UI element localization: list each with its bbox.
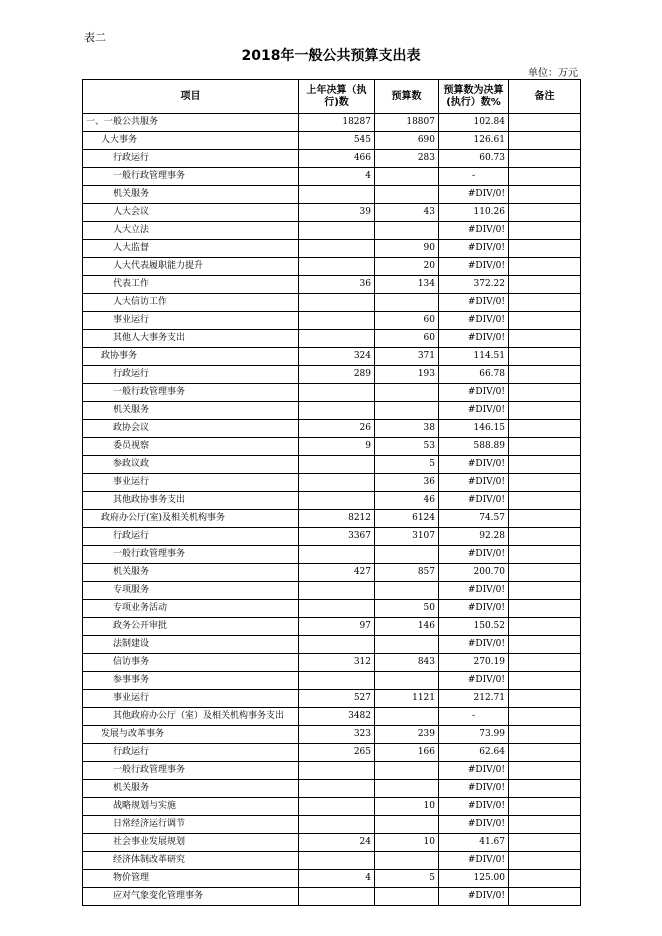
row-prev-actual: 466 xyxy=(299,150,375,168)
row-prev-actual: 4 xyxy=(299,870,375,888)
row-budget: 90 xyxy=(375,240,439,258)
row-prev-actual xyxy=(299,384,375,402)
row-item-name: 行政运行 xyxy=(83,744,299,762)
row-item-name: 行政运行 xyxy=(83,366,299,384)
table-row xyxy=(83,186,581,204)
row-item-name: 一般行政管理事务 xyxy=(83,546,299,564)
row-ratio: 125.00 xyxy=(439,870,509,888)
row-note xyxy=(509,582,581,600)
row-prev-actual xyxy=(299,852,375,870)
table-row xyxy=(83,798,581,816)
row-budget xyxy=(375,168,439,186)
table-row xyxy=(83,132,581,150)
row-ratio: 588.89 xyxy=(439,438,509,456)
row-item-name: 事业运行 xyxy=(83,690,299,708)
row-item-name: 机关服务 xyxy=(83,780,299,798)
table-row xyxy=(83,528,581,546)
row-note xyxy=(509,546,581,564)
row-item-name: 参政议政 xyxy=(83,456,299,474)
table-row xyxy=(83,168,581,186)
column-header-budget: 预算数 xyxy=(375,80,439,114)
row-budget xyxy=(375,888,439,906)
row-item-name: 应对气象变化管理事务 xyxy=(83,888,299,906)
row-budget xyxy=(375,636,439,654)
row-ratio: #DIV/0! xyxy=(439,492,509,510)
row-ratio: 110.26 xyxy=(439,204,509,222)
table-row xyxy=(83,492,581,510)
row-budget: 371 xyxy=(375,348,439,366)
table-row xyxy=(83,600,581,618)
row-ratio: #DIV/0! xyxy=(439,258,509,276)
row-note xyxy=(509,834,581,852)
row-prev-actual xyxy=(299,600,375,618)
row-prev-actual xyxy=(299,798,375,816)
row-note xyxy=(509,474,581,492)
row-note xyxy=(509,438,581,456)
row-ratio: #DIV/0! xyxy=(439,456,509,474)
row-note xyxy=(509,312,581,330)
row-note xyxy=(509,654,581,672)
table-row xyxy=(83,654,581,672)
row-item-name: 人大监督 xyxy=(83,240,299,258)
row-ratio: 150.52 xyxy=(439,618,509,636)
row-item-name: 政务公开审批 xyxy=(83,618,299,636)
row-note xyxy=(509,636,581,654)
row-item-name: 经济体制改革研究 xyxy=(83,852,299,870)
row-ratio: 212.71 xyxy=(439,690,509,708)
row-ratio: - xyxy=(439,708,509,726)
table-row xyxy=(83,708,581,726)
row-note xyxy=(509,204,581,222)
row-item-name: 参事事务 xyxy=(83,672,299,690)
table-row xyxy=(83,582,581,600)
table-row xyxy=(83,744,581,762)
row-ratio: 102.84 xyxy=(439,114,509,132)
row-note xyxy=(509,366,581,384)
row-item-name: 机关服务 xyxy=(83,186,299,204)
row-ratio: 62.64 xyxy=(439,744,509,762)
row-ratio: 114.51 xyxy=(439,348,509,366)
row-item-name: 委员视察 xyxy=(83,438,299,456)
row-budget: 38 xyxy=(375,420,439,438)
table-row xyxy=(83,618,581,636)
row-ratio: 372.22 xyxy=(439,276,509,294)
row-item-name: 日常经济运行调节 xyxy=(83,816,299,834)
row-item-name: 社会事业发展规划 xyxy=(83,834,299,852)
row-note xyxy=(509,168,581,186)
table-row xyxy=(83,366,581,384)
row-budget xyxy=(375,222,439,240)
row-ratio: 73.99 xyxy=(439,726,509,744)
row-item-name: 人大事务 xyxy=(83,132,299,150)
row-item-name: 机关服务 xyxy=(83,402,299,420)
table-row xyxy=(83,438,581,456)
row-budget: 10 xyxy=(375,834,439,852)
row-prev-actual xyxy=(299,258,375,276)
table-row xyxy=(83,402,581,420)
table-row xyxy=(83,780,581,798)
row-budget: 50 xyxy=(375,600,439,618)
column-header-note: 备注 xyxy=(509,80,581,114)
row-ratio: #DIV/0! xyxy=(439,798,509,816)
row-ratio: #DIV/0! xyxy=(439,780,509,798)
table-row xyxy=(83,546,581,564)
row-budget xyxy=(375,672,439,690)
row-prev-actual: 545 xyxy=(299,132,375,150)
row-prev-actual: 323 xyxy=(299,726,375,744)
table-row xyxy=(83,222,581,240)
row-ratio: #DIV/0! xyxy=(439,402,509,420)
row-budget: 3107 xyxy=(375,528,439,546)
row-item-name: 行政运行 xyxy=(83,150,299,168)
row-note xyxy=(509,762,581,780)
row-ratio: 60.73 xyxy=(439,150,509,168)
row-item-name: 机关服务 xyxy=(83,564,299,582)
row-prev-actual xyxy=(299,222,375,240)
table-row xyxy=(83,420,581,438)
table-row xyxy=(83,510,581,528)
row-budget xyxy=(375,294,439,312)
row-ratio: 146.15 xyxy=(439,420,509,438)
table-row xyxy=(83,348,581,366)
row-note xyxy=(509,384,581,402)
row-budget xyxy=(375,708,439,726)
table-row xyxy=(83,870,581,888)
row-note xyxy=(509,114,581,132)
row-note xyxy=(509,888,581,906)
row-budget: 20 xyxy=(375,258,439,276)
row-budget: 843 xyxy=(375,654,439,672)
row-prev-actual: 312 xyxy=(299,654,375,672)
row-note xyxy=(509,618,581,636)
row-ratio: #DIV/0! xyxy=(439,816,509,834)
row-ratio: #DIV/0! xyxy=(439,582,509,600)
row-item-name: 人大会议 xyxy=(83,204,299,222)
row-ratio: #DIV/0! xyxy=(439,636,509,654)
row-prev-actual: 39 xyxy=(299,204,375,222)
row-budget: 134 xyxy=(375,276,439,294)
row-ratio: #DIV/0! xyxy=(439,546,509,564)
table-row xyxy=(83,762,581,780)
row-budget xyxy=(375,816,439,834)
row-note xyxy=(509,132,581,150)
table-row xyxy=(83,834,581,852)
row-budget: 146 xyxy=(375,618,439,636)
row-prev-actual: 26 xyxy=(299,420,375,438)
column-header-prev-actual: 上年决算（执行)数 xyxy=(299,80,375,114)
row-budget: 18807 xyxy=(375,114,439,132)
row-prev-actual xyxy=(299,294,375,312)
row-item-name: 政府办公厅(室)及相关机构事务 xyxy=(83,510,299,528)
row-ratio: 41.67 xyxy=(439,834,509,852)
unit-label: 单位：万元 xyxy=(528,68,578,79)
row-item-name: 政协会议 xyxy=(83,420,299,438)
table-row xyxy=(83,852,581,870)
row-note xyxy=(509,870,581,888)
table-row xyxy=(83,312,581,330)
row-prev-actual xyxy=(299,780,375,798)
table-row xyxy=(83,276,581,294)
row-budget xyxy=(375,582,439,600)
row-ratio: #DIV/0! xyxy=(439,294,509,312)
row-prev-actual xyxy=(299,240,375,258)
row-prev-actual: 289 xyxy=(299,366,375,384)
row-budget: 36 xyxy=(375,474,439,492)
row-note xyxy=(509,276,581,294)
row-budget: 239 xyxy=(375,726,439,744)
row-budget: 5 xyxy=(375,456,439,474)
row-budget xyxy=(375,780,439,798)
row-note xyxy=(509,708,581,726)
table-row xyxy=(83,690,581,708)
row-item-name: 政协事务 xyxy=(83,348,299,366)
row-ratio: #DIV/0! xyxy=(439,384,509,402)
row-budget: 166 xyxy=(375,744,439,762)
row-prev-actual: 97 xyxy=(299,618,375,636)
row-ratio: #DIV/0! xyxy=(439,240,509,258)
row-note xyxy=(509,510,581,528)
row-budget: 60 xyxy=(375,312,439,330)
row-prev-actual xyxy=(299,492,375,510)
row-item-name: 一、一般公共服务 xyxy=(83,114,299,132)
row-prev-actual: 324 xyxy=(299,348,375,366)
row-item-name: 一般行政管理事务 xyxy=(83,384,299,402)
column-header-ratio: 预算数为决算(执行）数% xyxy=(439,80,509,114)
row-prev-actual: 4 xyxy=(299,168,375,186)
row-prev-actual: 9 xyxy=(299,438,375,456)
row-prev-actual xyxy=(299,582,375,600)
row-item-name: 人大代表履职能力提升 xyxy=(83,258,299,276)
row-ratio: #DIV/0! xyxy=(439,474,509,492)
row-ratio: #DIV/0! xyxy=(439,330,509,348)
row-prev-actual xyxy=(299,330,375,348)
row-item-name: 其他政府办公厅（室）及相关机构事务支出 xyxy=(83,708,299,726)
row-budget: 10 xyxy=(375,798,439,816)
row-note xyxy=(509,528,581,546)
row-note xyxy=(509,690,581,708)
table-row xyxy=(83,204,581,222)
row-note xyxy=(509,672,581,690)
row-item-name: 一般行政管理事务 xyxy=(83,762,299,780)
row-prev-actual xyxy=(299,456,375,474)
row-budget: 5 xyxy=(375,870,439,888)
table-row xyxy=(83,816,581,834)
table-row xyxy=(83,294,581,312)
row-prev-actual: 8212 xyxy=(299,510,375,528)
row-note xyxy=(509,456,581,474)
row-prev-actual: 427 xyxy=(299,564,375,582)
row-item-name: 代表工作 xyxy=(83,276,299,294)
row-prev-actual xyxy=(299,474,375,492)
row-ratio: #DIV/0! xyxy=(439,186,509,204)
row-prev-actual xyxy=(299,762,375,780)
row-budget: 53 xyxy=(375,438,439,456)
table-row xyxy=(83,474,581,492)
row-prev-actual xyxy=(299,672,375,690)
row-note xyxy=(509,798,581,816)
row-note xyxy=(509,402,581,420)
row-prev-actual xyxy=(299,186,375,204)
table-number-label: 表二 xyxy=(84,31,106,44)
row-note xyxy=(509,294,581,312)
row-note xyxy=(509,150,581,168)
row-budget: 857 xyxy=(375,564,439,582)
row-item-name: 法制建设 xyxy=(83,636,299,654)
row-note xyxy=(509,726,581,744)
row-item-name: 事业运行 xyxy=(83,312,299,330)
row-ratio: 66.78 xyxy=(439,366,509,384)
row-ratio: #DIV/0! xyxy=(439,312,509,330)
row-ratio: 74.57 xyxy=(439,510,509,528)
row-item-name: 人大信访工作 xyxy=(83,294,299,312)
table-row xyxy=(83,564,581,582)
row-note xyxy=(509,240,581,258)
row-prev-actual: 36 xyxy=(299,276,375,294)
table-row xyxy=(83,330,581,348)
row-budget: 283 xyxy=(375,150,439,168)
row-ratio: 270.19 xyxy=(439,654,509,672)
row-prev-actual: 18287 xyxy=(299,114,375,132)
row-prev-actual xyxy=(299,312,375,330)
row-prev-actual: 3367 xyxy=(299,528,375,546)
row-item-name: 发展与改革事务 xyxy=(83,726,299,744)
row-item-name: 一般行政管理事务 xyxy=(83,168,299,186)
table-header-row xyxy=(83,80,581,114)
row-ratio: 92.28 xyxy=(439,528,509,546)
page-title: 2018年一般公共预算支出表 xyxy=(241,48,421,64)
row-note xyxy=(509,852,581,870)
row-item-name: 物价管理 xyxy=(83,870,299,888)
row-prev-actual: 3482 xyxy=(299,708,375,726)
row-budget xyxy=(375,852,439,870)
row-note xyxy=(509,186,581,204)
row-prev-actual: 24 xyxy=(299,834,375,852)
row-note xyxy=(509,222,581,240)
row-note xyxy=(509,492,581,510)
row-note xyxy=(509,780,581,798)
budget-table xyxy=(82,79,581,906)
row-budget: 193 xyxy=(375,366,439,384)
row-budget xyxy=(375,384,439,402)
row-item-name: 行政运行 xyxy=(83,528,299,546)
row-prev-actual xyxy=(299,546,375,564)
row-budget xyxy=(375,402,439,420)
table-row xyxy=(83,456,581,474)
row-note xyxy=(509,744,581,762)
row-prev-actual: 265 xyxy=(299,744,375,762)
table-row xyxy=(83,888,581,906)
row-ratio: #DIV/0! xyxy=(439,600,509,618)
table-row xyxy=(83,384,581,402)
row-note xyxy=(509,420,581,438)
table-row xyxy=(83,150,581,168)
row-item-name: 专项业务活动 xyxy=(83,600,299,618)
table-row xyxy=(83,258,581,276)
table-row xyxy=(83,726,581,744)
row-budget: 690 xyxy=(375,132,439,150)
row-prev-actual xyxy=(299,888,375,906)
row-note xyxy=(509,564,581,582)
row-budget: 46 xyxy=(375,492,439,510)
row-ratio: #DIV/0! xyxy=(439,672,509,690)
table-row xyxy=(83,114,581,132)
table-row xyxy=(83,240,581,258)
row-prev-actual xyxy=(299,402,375,420)
row-budget: 6124 xyxy=(375,510,439,528)
row-ratio: #DIV/0! xyxy=(439,888,509,906)
row-ratio: #DIV/0! xyxy=(439,852,509,870)
row-note xyxy=(509,816,581,834)
row-item-name: 其他人大事务支出 xyxy=(83,330,299,348)
row-ratio: #DIV/0! xyxy=(439,222,509,240)
table-row xyxy=(83,636,581,654)
row-item-name: 信访事务 xyxy=(83,654,299,672)
row-budget xyxy=(375,762,439,780)
row-prev-actual xyxy=(299,816,375,834)
row-note xyxy=(509,258,581,276)
row-budget: 43 xyxy=(375,204,439,222)
table-row xyxy=(83,672,581,690)
row-item-name: 人大立法 xyxy=(83,222,299,240)
row-item-name: 专项服务 xyxy=(83,582,299,600)
row-item-name: 战略规划与实施 xyxy=(83,798,299,816)
column-header-item: 项目 xyxy=(83,80,299,114)
row-budget xyxy=(375,186,439,204)
row-budget xyxy=(375,546,439,564)
row-note xyxy=(509,600,581,618)
row-ratio: 200.70 xyxy=(439,564,509,582)
row-ratio: 126.61 xyxy=(439,132,509,150)
row-budget: 1121 xyxy=(375,690,439,708)
row-note xyxy=(509,330,581,348)
row-ratio: #DIV/0! xyxy=(439,762,509,780)
row-budget: 60 xyxy=(375,330,439,348)
row-prev-actual: 527 xyxy=(299,690,375,708)
row-item-name: 事业运行 xyxy=(83,474,299,492)
row-note xyxy=(509,348,581,366)
row-ratio: - xyxy=(439,168,509,186)
row-prev-actual xyxy=(299,636,375,654)
row-item-name: 其他政协事务支出 xyxy=(83,492,299,510)
